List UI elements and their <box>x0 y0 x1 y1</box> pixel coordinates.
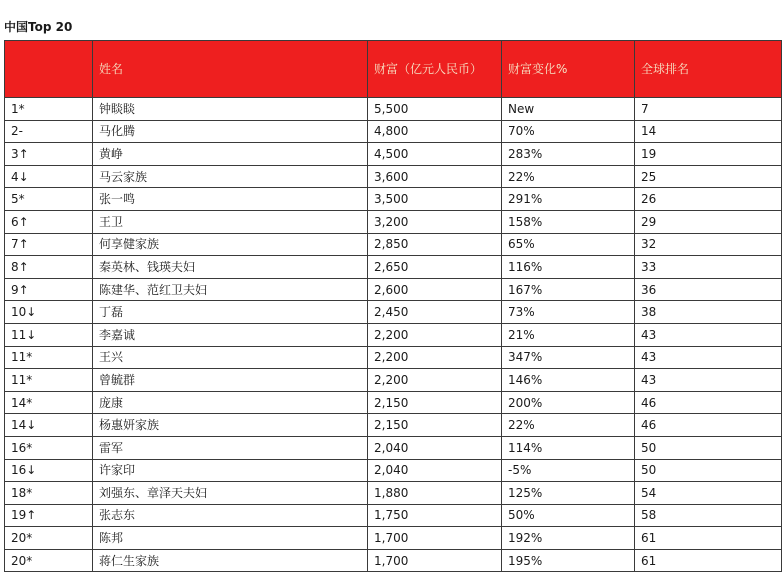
cell-global-rank: 46 <box>635 414 782 437</box>
table-row <box>5 256 782 279</box>
cell-name: 丁磊 <box>93 301 368 324</box>
cell-change: 192% <box>502 527 635 550</box>
cell-rank: 8↑ <box>5 256 93 279</box>
cell-name: 杨惠妍家族 <box>93 414 368 437</box>
cell-rank: 10↓ <box>5 301 93 324</box>
cell-global-rank: 25 <box>635 165 782 188</box>
table-row <box>5 414 782 437</box>
cell-change: 125% <box>502 482 635 505</box>
cell-wealth: 2,200 <box>368 346 502 369</box>
header-global-rank: 全球排名 <box>635 41 782 98</box>
cell-global-rank: 32 <box>635 233 782 256</box>
cell-rank: 20* <box>5 527 93 550</box>
cell-change: New <box>502 98 635 121</box>
table-row <box>5 549 782 572</box>
cell-change: 116% <box>502 256 635 279</box>
cell-rank: 6↑ <box>5 210 93 233</box>
cell-global-rank: 29 <box>635 210 782 233</box>
table-row <box>5 278 782 301</box>
cell-wealth: 1,700 <box>368 527 502 550</box>
table-row <box>5 527 782 550</box>
cell-rank: 16* <box>5 436 93 459</box>
cell-rank: 18* <box>5 482 93 505</box>
page-title: 中国Top 20 <box>4 20 73 34</box>
table-row <box>5 120 782 143</box>
cell-name: 蒋仁生家族 <box>93 549 368 572</box>
cell-wealth: 5,500 <box>368 98 502 121</box>
cell-name: 马化腾 <box>93 120 368 143</box>
header-name: 姓名 <box>93 41 368 98</box>
cell-global-rank: 58 <box>635 504 782 527</box>
cell-name: 刘强东、章泽天夫妇 <box>93 482 368 505</box>
cell-change: 21% <box>502 323 635 346</box>
cell-change: 158% <box>502 210 635 233</box>
table-row <box>5 391 782 414</box>
cell-wealth: 2,650 <box>368 256 502 279</box>
cell-change: 283% <box>502 143 635 166</box>
cell-global-rank: 38 <box>635 301 782 324</box>
cell-rank: 20* <box>5 549 93 572</box>
header-change: 财富变化% <box>502 41 635 98</box>
cell-change: 114% <box>502 436 635 459</box>
cell-change: 65% <box>502 233 635 256</box>
table-row <box>5 98 782 121</box>
cell-change: 167% <box>502 278 635 301</box>
cell-wealth: 1,700 <box>368 549 502 572</box>
cell-wealth: 2,850 <box>368 233 502 256</box>
cell-global-rank: 54 <box>635 482 782 505</box>
cell-name: 张一鸣 <box>93 188 368 211</box>
table-row <box>5 210 782 233</box>
cell-global-rank: 7 <box>635 98 782 121</box>
cell-rank: 5* <box>5 188 93 211</box>
header-rank <box>5 41 93 98</box>
table-row <box>5 482 782 505</box>
cell-wealth: 4,800 <box>368 120 502 143</box>
cell-name: 钟睒睒 <box>93 98 368 121</box>
cell-wealth: 2,600 <box>368 278 502 301</box>
table-row <box>5 459 782 482</box>
cell-global-rank: 50 <box>635 459 782 482</box>
cell-rank: 1* <box>5 98 93 121</box>
cell-name: 雷军 <box>93 436 368 459</box>
header-wealth: 财富（亿元人民币） <box>368 41 502 98</box>
table-row <box>5 233 782 256</box>
table-row <box>5 188 782 211</box>
cell-wealth: 3,500 <box>368 188 502 211</box>
cell-change: 195% <box>502 549 635 572</box>
cell-global-rank: 61 <box>635 527 782 550</box>
cell-global-rank: 36 <box>635 278 782 301</box>
cell-wealth: 3,600 <box>368 165 502 188</box>
cell-wealth: 3,200 <box>368 210 502 233</box>
ranking-table <box>4 40 782 572</box>
cell-global-rank: 14 <box>635 120 782 143</box>
cell-name: 陈建华、范红卫夫妇 <box>93 278 368 301</box>
cell-rank: 3↑ <box>5 143 93 166</box>
cell-global-rank: 33 <box>635 256 782 279</box>
cell-global-rank: 26 <box>635 188 782 211</box>
cell-change: 146% <box>502 369 635 392</box>
cell-wealth: 2,150 <box>368 414 502 437</box>
cell-wealth: 2,200 <box>368 369 502 392</box>
cell-rank: 7↑ <box>5 233 93 256</box>
cell-rank: 11* <box>5 369 93 392</box>
table-row <box>5 346 782 369</box>
cell-name: 许家印 <box>93 459 368 482</box>
cell-rank: 9↑ <box>5 278 93 301</box>
cell-rank: 11↓ <box>5 323 93 346</box>
cell-rank: 14↓ <box>5 414 93 437</box>
table-row <box>5 301 782 324</box>
cell-name: 秦英林、钱瑛夫妇 <box>93 256 368 279</box>
table-row <box>5 369 782 392</box>
cell-global-rank: 19 <box>635 143 782 166</box>
cell-change: 22% <box>502 414 635 437</box>
table-row <box>5 143 782 166</box>
cell-change: 73% <box>502 301 635 324</box>
cell-wealth: 1,750 <box>368 504 502 527</box>
cell-name: 陈邦 <box>93 527 368 550</box>
cell-change: 291% <box>502 188 635 211</box>
table-body <box>5 98 782 572</box>
cell-wealth: 2,200 <box>368 323 502 346</box>
cell-wealth: 2,150 <box>368 391 502 414</box>
cell-wealth: 4,500 <box>368 143 502 166</box>
cell-global-rank: 43 <box>635 369 782 392</box>
cell-rank: 16↓ <box>5 459 93 482</box>
table-row <box>5 165 782 188</box>
cell-wealth: 2,040 <box>368 436 502 459</box>
cell-name: 张志东 <box>93 504 368 527</box>
cell-change: 200% <box>502 391 635 414</box>
cell-change: 50% <box>502 504 635 527</box>
cell-rank: 14* <box>5 391 93 414</box>
cell-change: 70% <box>502 120 635 143</box>
cell-name: 黄峥 <box>93 143 368 166</box>
table-row <box>5 436 782 459</box>
cell-wealth: 1,880 <box>368 482 502 505</box>
cell-wealth: 2,450 <box>368 301 502 324</box>
table-header-row <box>5 41 782 98</box>
cell-change: -5% <box>502 459 635 482</box>
cell-name: 马云家族 <box>93 165 368 188</box>
cell-rank: 2- <box>5 120 93 143</box>
cell-name: 李嘉诚 <box>93 323 368 346</box>
cell-name: 曾毓群 <box>93 369 368 392</box>
cell-name: 庞康 <box>93 391 368 414</box>
cell-name: 王卫 <box>93 210 368 233</box>
cell-rank: 19↑ <box>5 504 93 527</box>
cell-global-rank: 50 <box>635 436 782 459</box>
cell-change: 347% <box>502 346 635 369</box>
cell-global-rank: 43 <box>635 323 782 346</box>
cell-name: 王兴 <box>93 346 368 369</box>
cell-global-rank: 43 <box>635 346 782 369</box>
cell-change: 22% <box>502 165 635 188</box>
cell-name: 何享健家族 <box>93 233 368 256</box>
cell-wealth: 2,040 <box>368 459 502 482</box>
table-row <box>5 323 782 346</box>
cell-rank: 11* <box>5 346 93 369</box>
cell-global-rank: 61 <box>635 549 782 572</box>
cell-rank: 4↓ <box>5 165 93 188</box>
table-row <box>5 504 782 527</box>
cell-global-rank: 46 <box>635 391 782 414</box>
